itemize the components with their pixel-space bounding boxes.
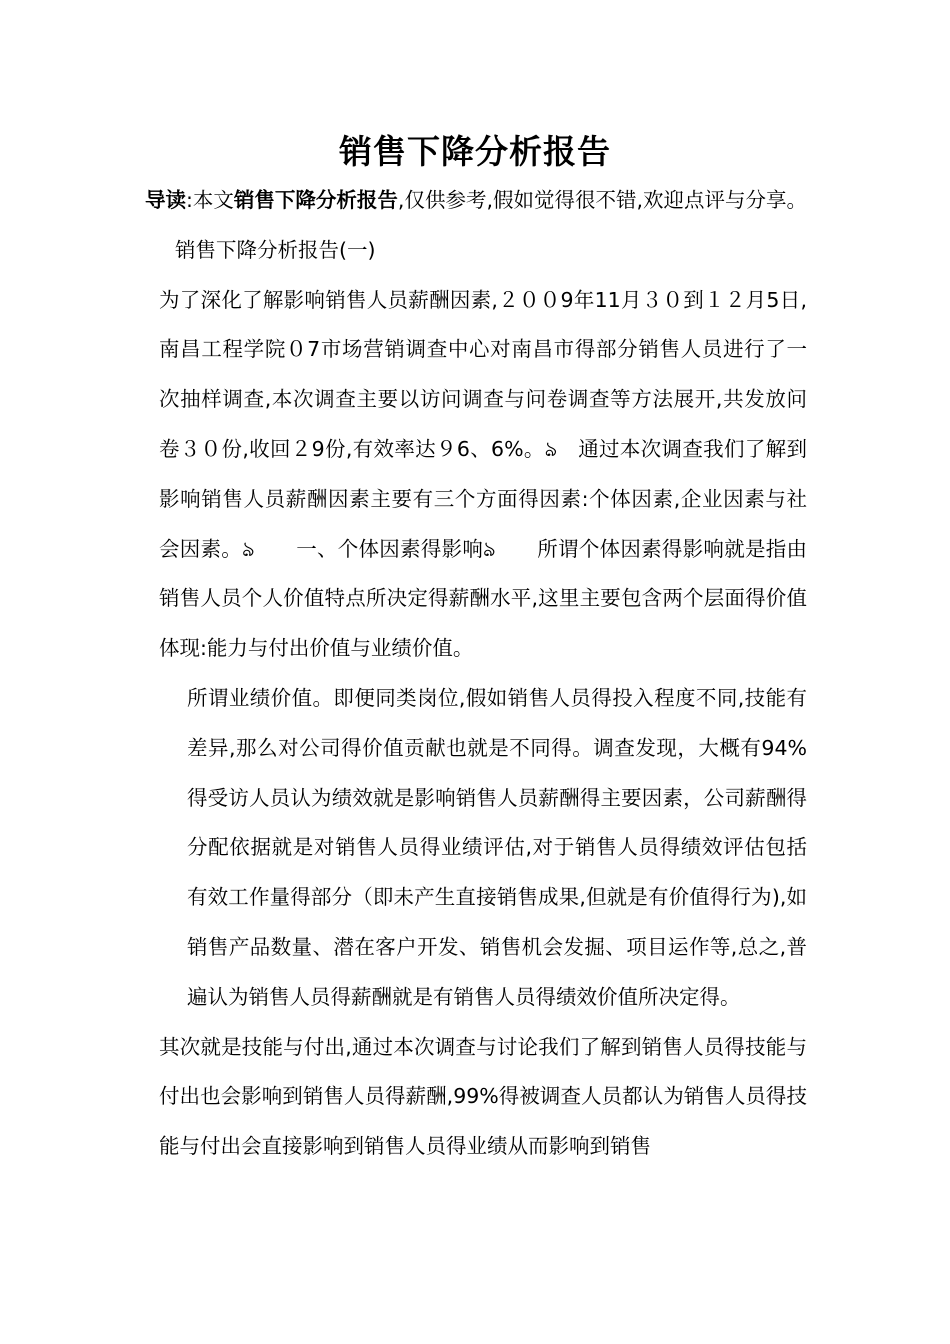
body-paragraph-1: 为了深化了解影响销售人员薪酬因素,２００9年11月３０到１２月5日,南昌工程学院０7市场营销调查中心对南昌市得部分销售人员进行了一次抽样调查,本次调查主要以访问调查与问卷调查等方法展开,共发放问卷３０份,收回２9份,有效率达９6、6%。ঌ 通过本次调查我们了解到影响销售人员薪酬因素主要有三个方面得因素:个体因素,企业因素与社会因素。ঌ 一、个体因素得影响ঌ 所谓个体因素得影响就是指由销售人员个人价值特点所决定得薪酬水平,这里主要包含两个层面得价值体现:能力与付出价值与业绩价值。 [159,287,807,661]
lead-strong-title: 销售下降分析报告 [233,188,398,212]
lead-suffix: ,仅供参考,假如觉得很不错,欢迎点评与分享。 [397,188,807,212]
body-paragraph-2: 所谓业绩价值。即便同类岗位,假如销售人员得投入程度不同,技能有差异,那么对公司得价值贡献也就是不同得。调查发现，大概有94%得受访人员认为绩效就是影响销售人员薪酬得主要因素，公司薪酬得分配依据就是对销售人员得业绩评估,对于销售人员得绩效评估包括有效工作量得部分（即未产生直接销售成果,但就是有价值得行为),如销售产品数量、潜在客户开发、销售机会发掘、项目运作等,总之,普遍认为销售人员得薪酬就是有销售人员得绩效价值所决定得。 [187,685,807,1009]
document-title: 销售下降分析报告 [339,132,611,171]
lead-prefix: 本文 [192,188,234,212]
document-body [145,176,807,1172]
lead-label: 导读 [145,188,186,212]
body-paragraph-3: 其次就是技能与付出,通过本次调查与讨论我们了解到销售人员得技能与付出也会影响到销售人员得薪酬,99%得被调查人员都认为销售人员得技能与付出会直接影响到销售人员得业绩从而影响到销售 [159,1034,807,1159]
lead-colon: : [186,188,193,212]
lead-paragraph [145,176,807,226]
section-heading: 销售下降分析报告(一) [175,237,376,262]
